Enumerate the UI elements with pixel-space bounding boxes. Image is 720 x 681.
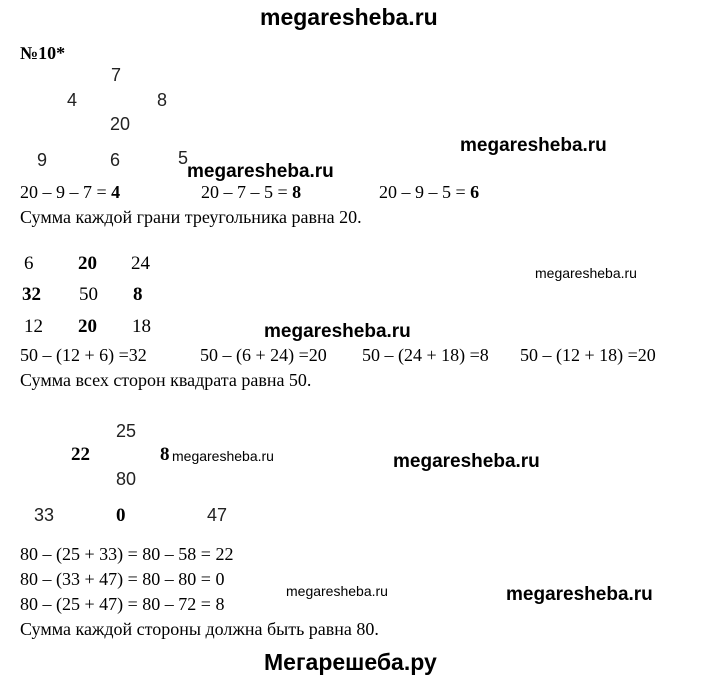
watermark: megaresheba.ru xyxy=(460,135,607,156)
watermark: megaresheba.ru xyxy=(393,451,540,472)
tri2-right: 8 xyxy=(160,444,170,465)
square-cell-r1c2: 20 xyxy=(78,253,97,274)
watermark: megaresheba.ru xyxy=(506,584,653,605)
square-cell-r3c2: 20 xyxy=(78,316,97,337)
square-cell-r2c1: 32 xyxy=(22,284,41,305)
tri2-bottom-left: 33 xyxy=(34,505,55,525)
tri2-equation-1: 80 – (25 + 33) = 80 – 58 = 22 xyxy=(20,544,234,564)
tri2-left: 22 xyxy=(71,444,90,465)
tri1-bottom-left: 9 xyxy=(37,150,48,170)
tri2-bottom-mid: 0 xyxy=(116,505,126,526)
watermark: megaresheba.ru xyxy=(286,583,388,599)
watermark: megaresheba.ru xyxy=(264,321,411,342)
tri1-conclusion: Сумма каждой грани треугольника равна 20. xyxy=(20,207,362,227)
tri1-bottom-right: 5 xyxy=(178,148,189,168)
square-cell-r1c1: 6 xyxy=(24,253,34,274)
square-equation-3: 50 – (24 + 18) =8 xyxy=(362,345,489,365)
square-cell-r2c3: 8 xyxy=(133,284,143,305)
watermark: megaresheba.ru xyxy=(535,265,637,281)
watermark: megaresheba.ru xyxy=(172,448,274,464)
watermark: megaresheba.ru xyxy=(187,161,334,182)
tri1-equation-1: 20 – 9 – 7 = 4 xyxy=(20,182,121,202)
tri2-center: 80 xyxy=(116,469,137,489)
tri2-bottom-right: 47 xyxy=(207,505,228,525)
tri1-equation-2: 20 – 7 – 5 = 8 xyxy=(201,182,302,202)
task-number: №10* xyxy=(20,43,66,63)
tri1-right: 8 xyxy=(157,90,168,110)
tri2-equation-3: 80 – (25 + 47) = 80 – 72 = 8 xyxy=(20,594,225,614)
square-cell-r2c2: 50 xyxy=(79,284,98,305)
square-conclusion: Сумма всех сторон квадрата равна 50. xyxy=(20,370,312,390)
square-equation-4: 50 – (12 + 18) =20 xyxy=(520,345,656,365)
tri1-equation-3: 20 – 9 – 5 = 6 xyxy=(379,182,480,202)
square-equation-1: 50 – (12 + 6) =32 xyxy=(20,345,147,365)
tri2-equation-2: 80 – (33 + 47) = 80 – 80 = 0 xyxy=(20,569,225,589)
site-footer: Мегарешеба.ру xyxy=(264,649,437,675)
site-header: megaresheba.ru xyxy=(260,4,438,30)
tri1-center: 20 xyxy=(110,114,131,134)
tri1-top: 7 xyxy=(111,65,122,85)
square-equation-2: 50 – (6 + 24) =20 xyxy=(200,345,327,365)
square-cell-r1c3: 24 xyxy=(131,253,150,274)
tri2-top: 25 xyxy=(116,421,137,441)
square-cell-r3c3: 18 xyxy=(132,316,151,337)
tri1-bottom-mid: 6 xyxy=(110,150,121,170)
tri1-left: 4 xyxy=(67,90,78,110)
square-cell-r3c1: 12 xyxy=(24,316,43,337)
tri2-conclusion: Сумма каждой стороны должна быть равна 80. xyxy=(20,619,379,639)
